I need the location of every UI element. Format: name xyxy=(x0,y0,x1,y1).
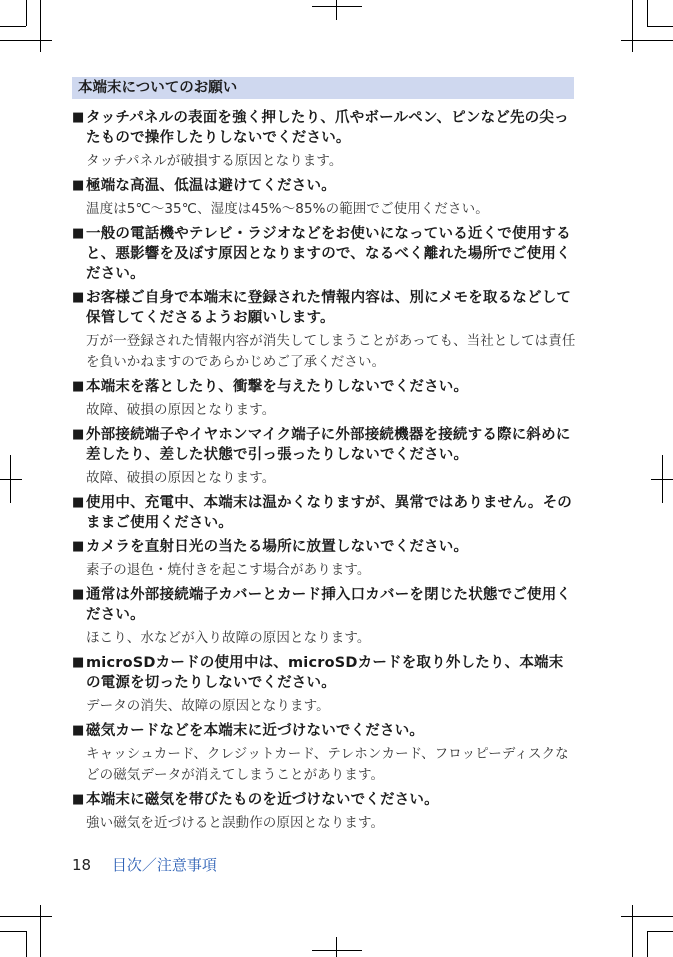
item-heading-text: 極端な高温、低温は避けてください。 xyxy=(86,178,336,194)
square-bullet-icon: ■ xyxy=(72,539,85,554)
item-heading xyxy=(72,377,576,397)
list-item xyxy=(72,108,576,172)
list-item xyxy=(72,585,576,649)
list-item xyxy=(72,176,576,220)
item-description: ほこり、水などが入り故障の原因となります。 xyxy=(86,630,371,646)
list-item xyxy=(72,288,576,373)
list-item xyxy=(72,377,576,421)
item-description: 故障、破損の原因となります。 xyxy=(86,402,276,418)
item-heading xyxy=(72,176,576,196)
square-bullet-icon: ■ xyxy=(72,226,85,241)
item-description: 強い磁気を近づけると誤動作の原因となります。 xyxy=(86,815,385,831)
item-heading xyxy=(72,224,576,284)
item-heading xyxy=(72,108,576,148)
list-item xyxy=(72,790,576,834)
item-heading-text: 外部接続端子やイヤホンマイク端子に外部接続機器を接続する際に斜めに差したり、差した状態で引っ張ったりしないでください。 xyxy=(86,427,571,463)
footer xyxy=(72,854,217,875)
section-title: 本端末についてのお願い xyxy=(72,77,574,99)
item-heading xyxy=(72,585,576,625)
item-heading-text: 本端末を落としたり、衝撃を与えたりしないでください。 xyxy=(86,379,469,395)
item-heading-text: 磁気カードなどを本端末に近づけないでください。 xyxy=(86,723,425,739)
precaution-list xyxy=(72,104,576,834)
square-bullet-icon: ■ xyxy=(72,495,85,510)
breadcrumb-link[interactable]: 目次／注意事項 xyxy=(111,856,217,874)
item-heading-text: カメラを直射日光の当たる場所に放置しないでください。 xyxy=(86,539,469,555)
list-item xyxy=(72,493,576,533)
list-item xyxy=(72,537,576,581)
square-bullet-icon: ■ xyxy=(72,723,85,738)
item-heading xyxy=(72,288,576,328)
list-item xyxy=(72,653,576,717)
item-heading xyxy=(72,537,576,557)
square-bullet-icon: ■ xyxy=(72,379,85,394)
item-heading xyxy=(72,653,576,693)
item-heading-text: 一般の電話機やテレビ・ラジオなどをお使いになっている近くで使用すると、悪影響を及ぼす原因となりますので、なるべく離れた場所でご使用ください。 xyxy=(86,226,571,282)
item-heading xyxy=(72,493,576,533)
item-heading-text: 本端末に磁気を帯びたものを近づけないでください。 xyxy=(86,792,439,808)
square-bullet-icon: ■ xyxy=(72,587,85,602)
list-item xyxy=(72,425,576,489)
page-number: 18 xyxy=(72,856,92,874)
list-item xyxy=(72,721,576,786)
item-description: キャッシュカード、クレジットカード、テレホンカード、フロッピーディスクなどの磁気データが消えてしまうことがあります。 xyxy=(86,746,569,783)
item-heading-text: microSDカードの使用中は、microSDカードを取り外したり、本端末の電源を切ったりしないでください。 xyxy=(86,655,564,691)
square-bullet-icon: ■ xyxy=(72,427,85,442)
square-bullet-icon: ■ xyxy=(72,290,85,305)
list-item xyxy=(72,224,576,284)
item-description: 故障、破損の原因となります。 xyxy=(86,470,276,486)
square-bullet-icon: ■ xyxy=(72,792,85,807)
item-heading xyxy=(72,425,576,465)
square-bullet-icon: ■ xyxy=(72,178,85,193)
item-heading-text: 通常は外部接続端子カバーとカード挿入口カバーを閉じた状態でご使用ください。 xyxy=(86,587,572,623)
item-heading-text: お客様ご自身で本端末に登録された情報内容は、別にメモを取るなどして保管してくださるようお願いします。 xyxy=(86,290,572,326)
square-bullet-icon: ■ xyxy=(72,110,85,125)
item-description: データの消失、故障の原因となります。 xyxy=(86,698,330,714)
item-description: 素子の退色・焼付きを起こす場合があります。 xyxy=(86,562,371,578)
item-heading-text: タッチパネルの表面を強く押したり、爪やボールペン、ピンなど先の尖ったもので操作したりしないでください。 xyxy=(86,110,569,146)
item-heading xyxy=(72,790,576,810)
item-heading xyxy=(72,721,576,741)
item-heading-text: 使用中、充電中、本端末は温かくなりますが、異常ではありません。そのままご使用ください。 xyxy=(86,495,572,531)
item-description: 万が一登録された情報内容が消失してしまうことがあっても、当社としては責任を負いかねますのであらかじめご了承ください。 xyxy=(86,333,576,370)
item-description: タッチパネルが破損する原因となります。 xyxy=(86,153,343,169)
square-bullet-icon: ■ xyxy=(72,655,85,670)
item-description: 温度は5℃～35℃、湿度は45%～85%の範囲でご使用ください。 xyxy=(86,201,489,217)
